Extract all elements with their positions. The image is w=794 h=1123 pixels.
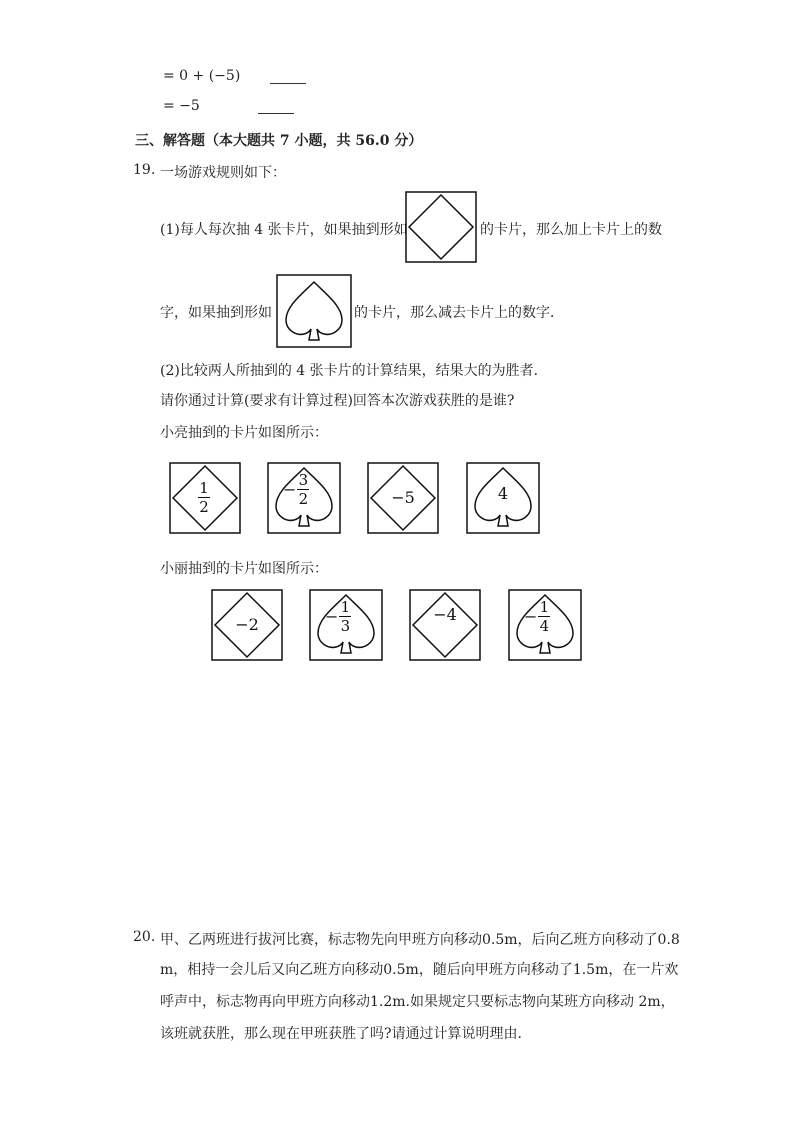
q19-rule1-part-d: 的卡片，那么减去卡片上的数字． bbox=[354, 305, 564, 321]
xiaoli-card-2-denominator: 3 bbox=[340, 617, 351, 635]
xiaoli-card-2-numerator: 1 bbox=[340, 598, 351, 616]
xiaoliang-card-3 bbox=[367, 462, 439, 534]
equation-line-1: = 0 + (−5) bbox=[163, 68, 241, 84]
q19-ask: 请你通过计算(要求有计算过程)回答本次游戏获胜的是谁? bbox=[160, 393, 515, 409]
xiaoli-card-3-value: −4 bbox=[433, 605, 457, 624]
q19-rule2: (2)比较两人所抽到的 4 张卡片的计算结果，结果大的为胜者． bbox=[160, 363, 548, 379]
xiaoliang-card-1 bbox=[169, 462, 241, 534]
xiaoli-card-4 bbox=[508, 589, 582, 661]
xiaoli-card-2 bbox=[309, 589, 383, 661]
xiaoli-card-4-numerator: 1 bbox=[539, 598, 550, 616]
xiaoli-card-3 bbox=[409, 589, 481, 661]
answer-blank-1 bbox=[270, 83, 306, 84]
xiaoli-card-1-value: −2 bbox=[235, 615, 259, 634]
q20-line-2: m，相持一会儿后又向乙班方向移动0.5m，随后向甲班方向移动了1.5m，在一片欢 bbox=[160, 962, 679, 978]
xiaoli-cards-label: 小丽抽到的卡片如图所示： bbox=[160, 561, 328, 577]
section-header: 三、解答题（本大题共 7 小题，共 56.0 分） bbox=[135, 133, 423, 149]
xiaoli-card-4-sign: − bbox=[524, 607, 538, 626]
diamond-card-sample bbox=[405, 191, 477, 263]
xiaoliang-card-2 bbox=[267, 462, 341, 534]
answer-blank-2 bbox=[258, 113, 294, 114]
xiaoliang-card-1-numerator: 1 bbox=[199, 479, 209, 497]
q19-intro: 一场游戏规则如下： bbox=[160, 165, 286, 181]
q19-rule1-part-c: 字，如果抽到形如 bbox=[160, 305, 272, 321]
xiaoli-card-4-denominator: 4 bbox=[539, 617, 550, 635]
xiaoliang-card-2-sign: − bbox=[283, 480, 297, 499]
xiaoliang-card-3-value: −5 bbox=[391, 488, 415, 507]
xiaoliang-card-2-denominator: 2 bbox=[298, 490, 309, 508]
q19-rule1-part-a: (1)每人每次抽 4 张卡片，如果抽到形如 bbox=[160, 222, 408, 238]
spade-card-sample bbox=[276, 274, 352, 348]
q20-number: 20. bbox=[133, 929, 156, 945]
xiaoliang-card-4-value: 4 bbox=[497, 484, 509, 503]
equation-line-2: = −5 bbox=[163, 98, 200, 114]
xiaoliang-cards-label: 小亮抽到的卡片如图所示： bbox=[160, 425, 328, 441]
xiaoliang-card-2-numerator: 3 bbox=[298, 471, 309, 489]
xiaoli-card-2-sign: − bbox=[325, 607, 339, 626]
q20-line-3: 呼声中，标志物再向甲班方向移动1.2m.如果规定只要标志物向某班方向移动 2m， bbox=[160, 994, 675, 1010]
xiaoliang-card-1-denominator: 2 bbox=[199, 498, 209, 516]
q20-line-1: 甲、乙两班进行拔河比赛，标志物先向甲班方向移动0.5m，后向乙班方向移动了0.8 bbox=[160, 932, 680, 948]
xiaoli-card-1 bbox=[211, 589, 283, 661]
q20-line-4: 该班就获胜，那么现在甲班获胜了吗?请通过计算说明理由． bbox=[160, 1026, 532, 1042]
xiaoliang-card-4 bbox=[466, 462, 540, 534]
q19-rule1-part-b: 的卡片，那么加上卡片上的数 bbox=[480, 222, 662, 238]
q19-number: 19. bbox=[133, 162, 156, 178]
